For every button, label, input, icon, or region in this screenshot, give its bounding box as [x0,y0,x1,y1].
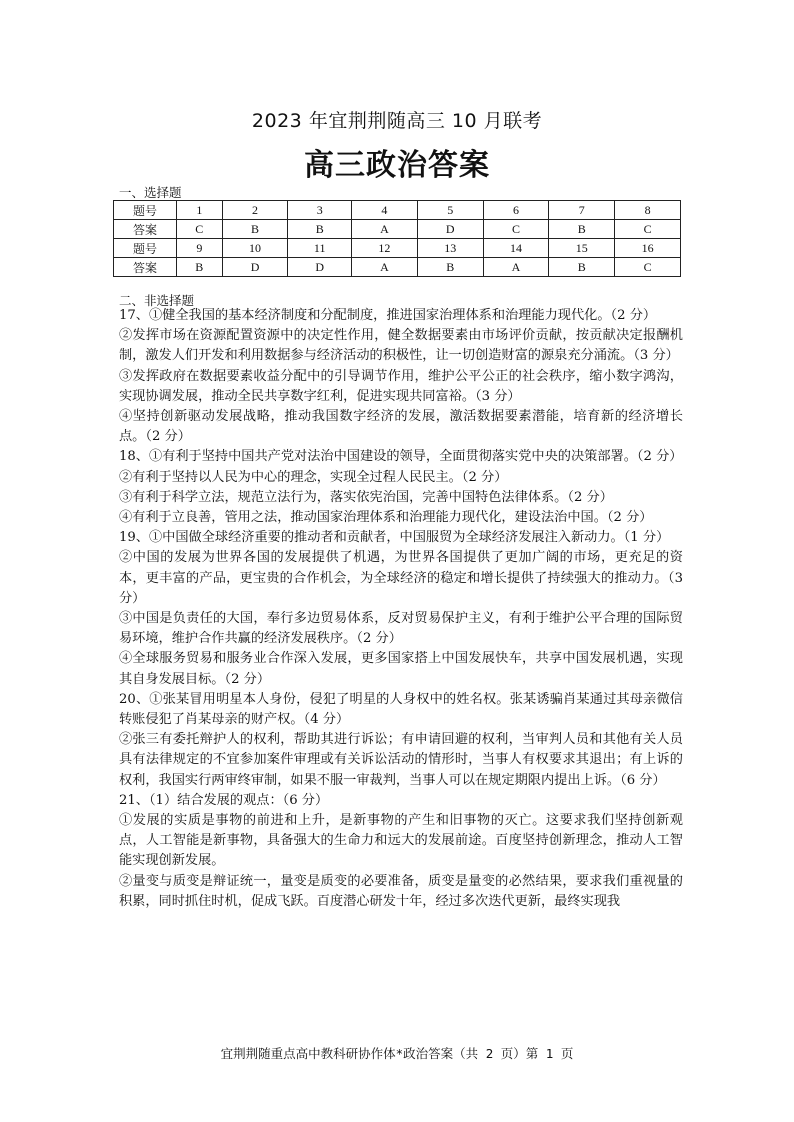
table-cell: C [177,220,223,239]
table-row [114,258,681,277]
row-header-cell: 题号 [114,201,177,220]
table-cell: B [222,220,288,239]
exam-title: 2023 年宜荆荆随高三 10 月联考 [251,110,543,132]
section-essay-heading: 二、非选择题 [119,293,195,308]
table-cell: 1 [177,201,223,220]
table-row [114,220,681,239]
page-title: 高三政治答案 [304,148,490,183]
answer-paragraph: ③有利于科学立法，规范立法行为，落实依宪治国，完善中国特色法律体系。（2 分） [119,489,613,505]
table-cell: D [222,258,288,277]
table-row [114,201,681,220]
table-cell: D [417,220,483,239]
answer-paragraph: ①发展的实质是事物的前进和上升，是新事物的产生和旧事物的灭亡。这要求我们坚持创新观点，人工智能是新事物，具备强大的生命力和远大的发展前途。百度坚持创新理念，推动人工智能实现创新发展。 [119,813,683,869]
answer-paragraph: ③中国是负责任的大国，奉行多边贸易体系，反对贸易保护主义，有利于维护公平合理的国际贸易环境，维护合作共赢的经济发展秩序。（2 分） [119,611,683,647]
table-cell: B [549,258,615,277]
table-cell: D [288,258,352,277]
page-footer: 宜荆荆随重点高中教科研协作体*政治答案（共 2 页）第 1 页 [220,1046,574,1061]
answer-paragraph: ②量变与质变是辩证统一，量变是质变的必要准备，质变是量变的必然结果，要求我们重视量的积累，同时抓住时机，促成飞跃。百度潜心研发十年，经过多次迭代更新，最终实现我 [119,873,683,909]
answer-paragraph: 18、①有利于坚持中国共产党对法治中国建设的领导，全面贯彻落实党中央的决策部署。（2 分） [119,449,683,465]
table-cell: B [549,220,615,239]
table-cell: 8 [615,201,681,220]
table-cell: 11 [288,239,352,258]
table-cell: C [483,220,549,239]
table-cell: 9 [177,239,223,258]
table-cell: A [483,258,549,277]
table-cell: B [288,220,352,239]
table-row [114,239,681,258]
table-cell: 14 [483,239,549,258]
answer-paragraph: 21、（1）结合发展的观点：（6 分） [119,792,329,808]
table-cell: 6 [483,201,549,220]
table-cell: 4 [352,201,418,220]
table-cell: 12 [352,239,418,258]
answer-table [113,200,681,277]
row-header-cell: 题号 [114,239,177,258]
table-cell: 3 [288,201,352,220]
answer-paragraph: ④有利于立良善，管用之法，推动国家治理体系和治理能力现代化，建设法治中国。（2 分） [119,510,653,526]
answer-paragraph: ④全球服务贸易和服务业合作深入发展，更多国家搭上中国发展快车，共享中国发展机遇，实现其自身发展目标。（2 分） [119,651,683,687]
table-cell: A [352,258,418,277]
table-cell: 13 [417,239,483,258]
table-cell: 5 [417,201,483,220]
table-cell: A [352,220,418,239]
answer-paragraph: ③发挥政府在数据要素收益分配中的引导调节作用，维护公平公正的社会秩序，缩小数字鸿沟，实现协调发展，推动全民共享数字红利，促进实现共同富裕。（3 分） [119,368,683,404]
answer-paragraph: ②张三有委托辩护人的权利，帮助其进行诉讼；有申请回避的权利，当审判人员和其他有关人员具有法律规定的不宜参加案件审理或有关诉讼活动的情形时，当事人有权要求其退出；有上诉的权利，我国实行两审终审制，如果不服一审裁判，当事人可以在规定期限内提出上诉。（6 分） [119,732,683,788]
table-cell: 16 [615,239,681,258]
table-cell: 10 [222,239,288,258]
answer-paragraph: ②有利于坚持以人民为中心的理念，实现全过程人民民主。（2 分） [119,469,508,485]
answer-paragraph: 20、①张某冒用明星本人身份，侵犯了明星的人身权中的姓名权。张某诱骗肖某通过其母亲微信转账侵犯了肖某母亲的财产权。（4 分） [119,691,683,728]
answer-paragraph: 19、①中国做全球经济重要的推动者和贡献者，中国服贸为全球经济发展注入新动力。（1 分） [119,530,670,546]
section-choice-heading: 一、选择题 [119,185,182,200]
table-cell: B [417,258,483,277]
answer-paragraph: ④坚持创新驱动发展战略，推动我国数字经济的发展，激活数据要素潜能，培育新的经济增长点。（2 分） [119,409,683,445]
table-cell: 2 [222,201,288,220]
table-cell: B [177,258,223,277]
row-header-cell: 答案 [114,220,177,239]
answer-paragraph: ②中国的发展为世界各国的发展提供了机遇，为世界各国提供了更加广阔的市场，更充足的资本，更丰富的产品，更宝贵的合作机会，为全球经济的稳定和增长提供了持续强大的推动力。（3 分） [119,550,683,606]
table-cell: 15 [549,239,615,258]
table-cell: 7 [549,201,615,220]
answer-paragraph: ②发挥市场在资源配置资源中的决定性作用，健全数据要素由市场评价贡献，按贡献决定报酬机制，激发人们开发和利用数据参与经济活动的积极性，让一切创造财富的源泉充分涌流。（3 分） [119,328,683,364]
answer-paragraph: 17、①健全我国的基本经济制度和分配制度，推进国家治理体系和治理能力现代化。（2 分） [119,308,657,323]
row-header-cell: 答案 [114,258,177,277]
essay-answers [119,306,683,912]
table-cell: C [615,258,681,277]
table-cell: C [615,220,681,239]
